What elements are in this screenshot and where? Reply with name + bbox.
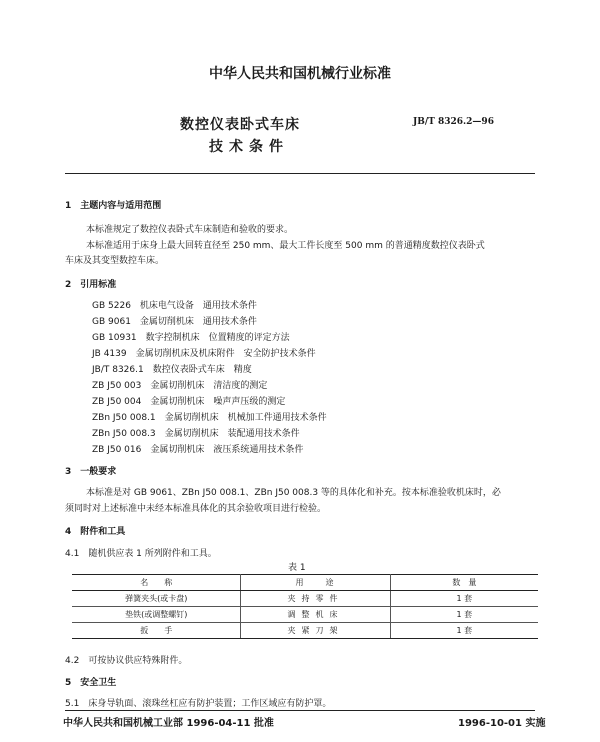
reference-item: ZBn J50 008.3 金属切削机床 装配通用技术条件 (92, 429, 300, 439)
table-cell-name: 扳 手 (72, 623, 241, 639)
implementation-date: 1996-10-01 实施 (458, 718, 546, 729)
section-2-heading: 2 引用标准 (65, 280, 117, 290)
table-cell-quantity: 1 套 (390, 623, 538, 639)
reference-item: GB 5226 机床电气设备 通用技术条件 (92, 301, 257, 311)
accessories-table (72, 574, 538, 639)
document-title: 数控仪表卧式车床 (180, 117, 300, 133)
section-1-paragraph: 本标准适用于床身上最大回转直径至 250 mm、最大工件长度至 500 mm 的普通精度数控仪表卧式 (86, 241, 485, 251)
table-cell-name: 垫铁(或调整螺钉) (72, 607, 241, 623)
clause-4-2: 4.2 可按协议供应特殊附件。 (65, 656, 188, 666)
table-cell-name: 弹簧夹头(或卡盘) (72, 591, 241, 607)
table-cell-purpose: 夹持零件 (241, 591, 390, 607)
column-header-name: 名 称 (72, 575, 241, 591)
table-row (72, 623, 538, 639)
reference-item: JB 4139 金属切削机床及机床附件 安全防护技术条件 (92, 349, 316, 359)
reference-item: ZB J50 003 金属切削机床 清洁度的测定 (92, 381, 268, 391)
column-header-quantity: 数 量 (390, 575, 538, 591)
section-4-heading: 4 附件和工具 (65, 527, 126, 537)
table-cell-quantity: 1 套 (390, 591, 538, 607)
reference-item: JB/T 8326.1 数控仪表卧式车床 精度 (92, 365, 252, 375)
section-5-heading: 5 安全卫生 (65, 678, 117, 688)
table-caption: 表 1 (288, 563, 306, 573)
section-3-paragraph: 须同时对上述标准中未经本标准具体化的其余验收项目进行检验。 (65, 504, 327, 514)
reference-item: ZBn J50 008.1 金属切削机床 机械加工件通用技术条件 (92, 413, 327, 423)
table-row (72, 591, 538, 607)
section-1-heading: 1 主题内容与适用范围 (65, 201, 162, 211)
title-divider (65, 173, 535, 174)
section-3-heading: 3 一般要求 (65, 467, 117, 477)
reference-item: ZB J50 016 金属切削机床 液压系统通用技术条件 (92, 445, 304, 455)
document-subtitle: 技术条件 (209, 139, 289, 155)
table-header-row (72, 575, 538, 591)
table-cell-purpose: 调整机床 (241, 607, 390, 623)
reference-item: GB 10931 数字控制机床 位置精度的评定方法 (92, 333, 290, 343)
standard-number: JB/T 8326.2—96 (413, 117, 494, 127)
table-cell-quantity: 1 套 (390, 607, 538, 623)
section-1-paragraph: 本标准规定了数控仪表卧式车床制造和验收的要求。 (86, 225, 294, 235)
approval-statement: 中华人民共和国机械工业部 1996-04-11 批准 (63, 718, 274, 729)
table-row (72, 607, 538, 623)
clause-5-1: 5.1 床身导轨面、滚珠丝杠应有防护装置；工作区域应有防护罩。 (65, 699, 332, 709)
section-3-paragraph: 本标准是对 GB 9061、ZBn J50 008.1、ZBn J50 008.3 等的具体化和补充。按本标准验收机床时，必 (86, 488, 501, 498)
reference-item: GB 9061 金属切削机床 通用技术条件 (92, 317, 257, 327)
table-cell-purpose: 夹紧刀架 (241, 623, 390, 639)
reference-item: ZB J50 004 金属切削机床 噪声声压级的测定 (92, 397, 286, 407)
column-header-purpose: 用 途 (241, 575, 390, 591)
issuing-organization: 中华人民共和国机械行业标准 (209, 66, 391, 82)
clause-4-1: 4.1 随机供应表 1 所列附件和工具。 (65, 549, 217, 559)
section-1-paragraph: 车床及其变型数控车床。 (65, 256, 165, 266)
footer-divider (65, 710, 535, 711)
